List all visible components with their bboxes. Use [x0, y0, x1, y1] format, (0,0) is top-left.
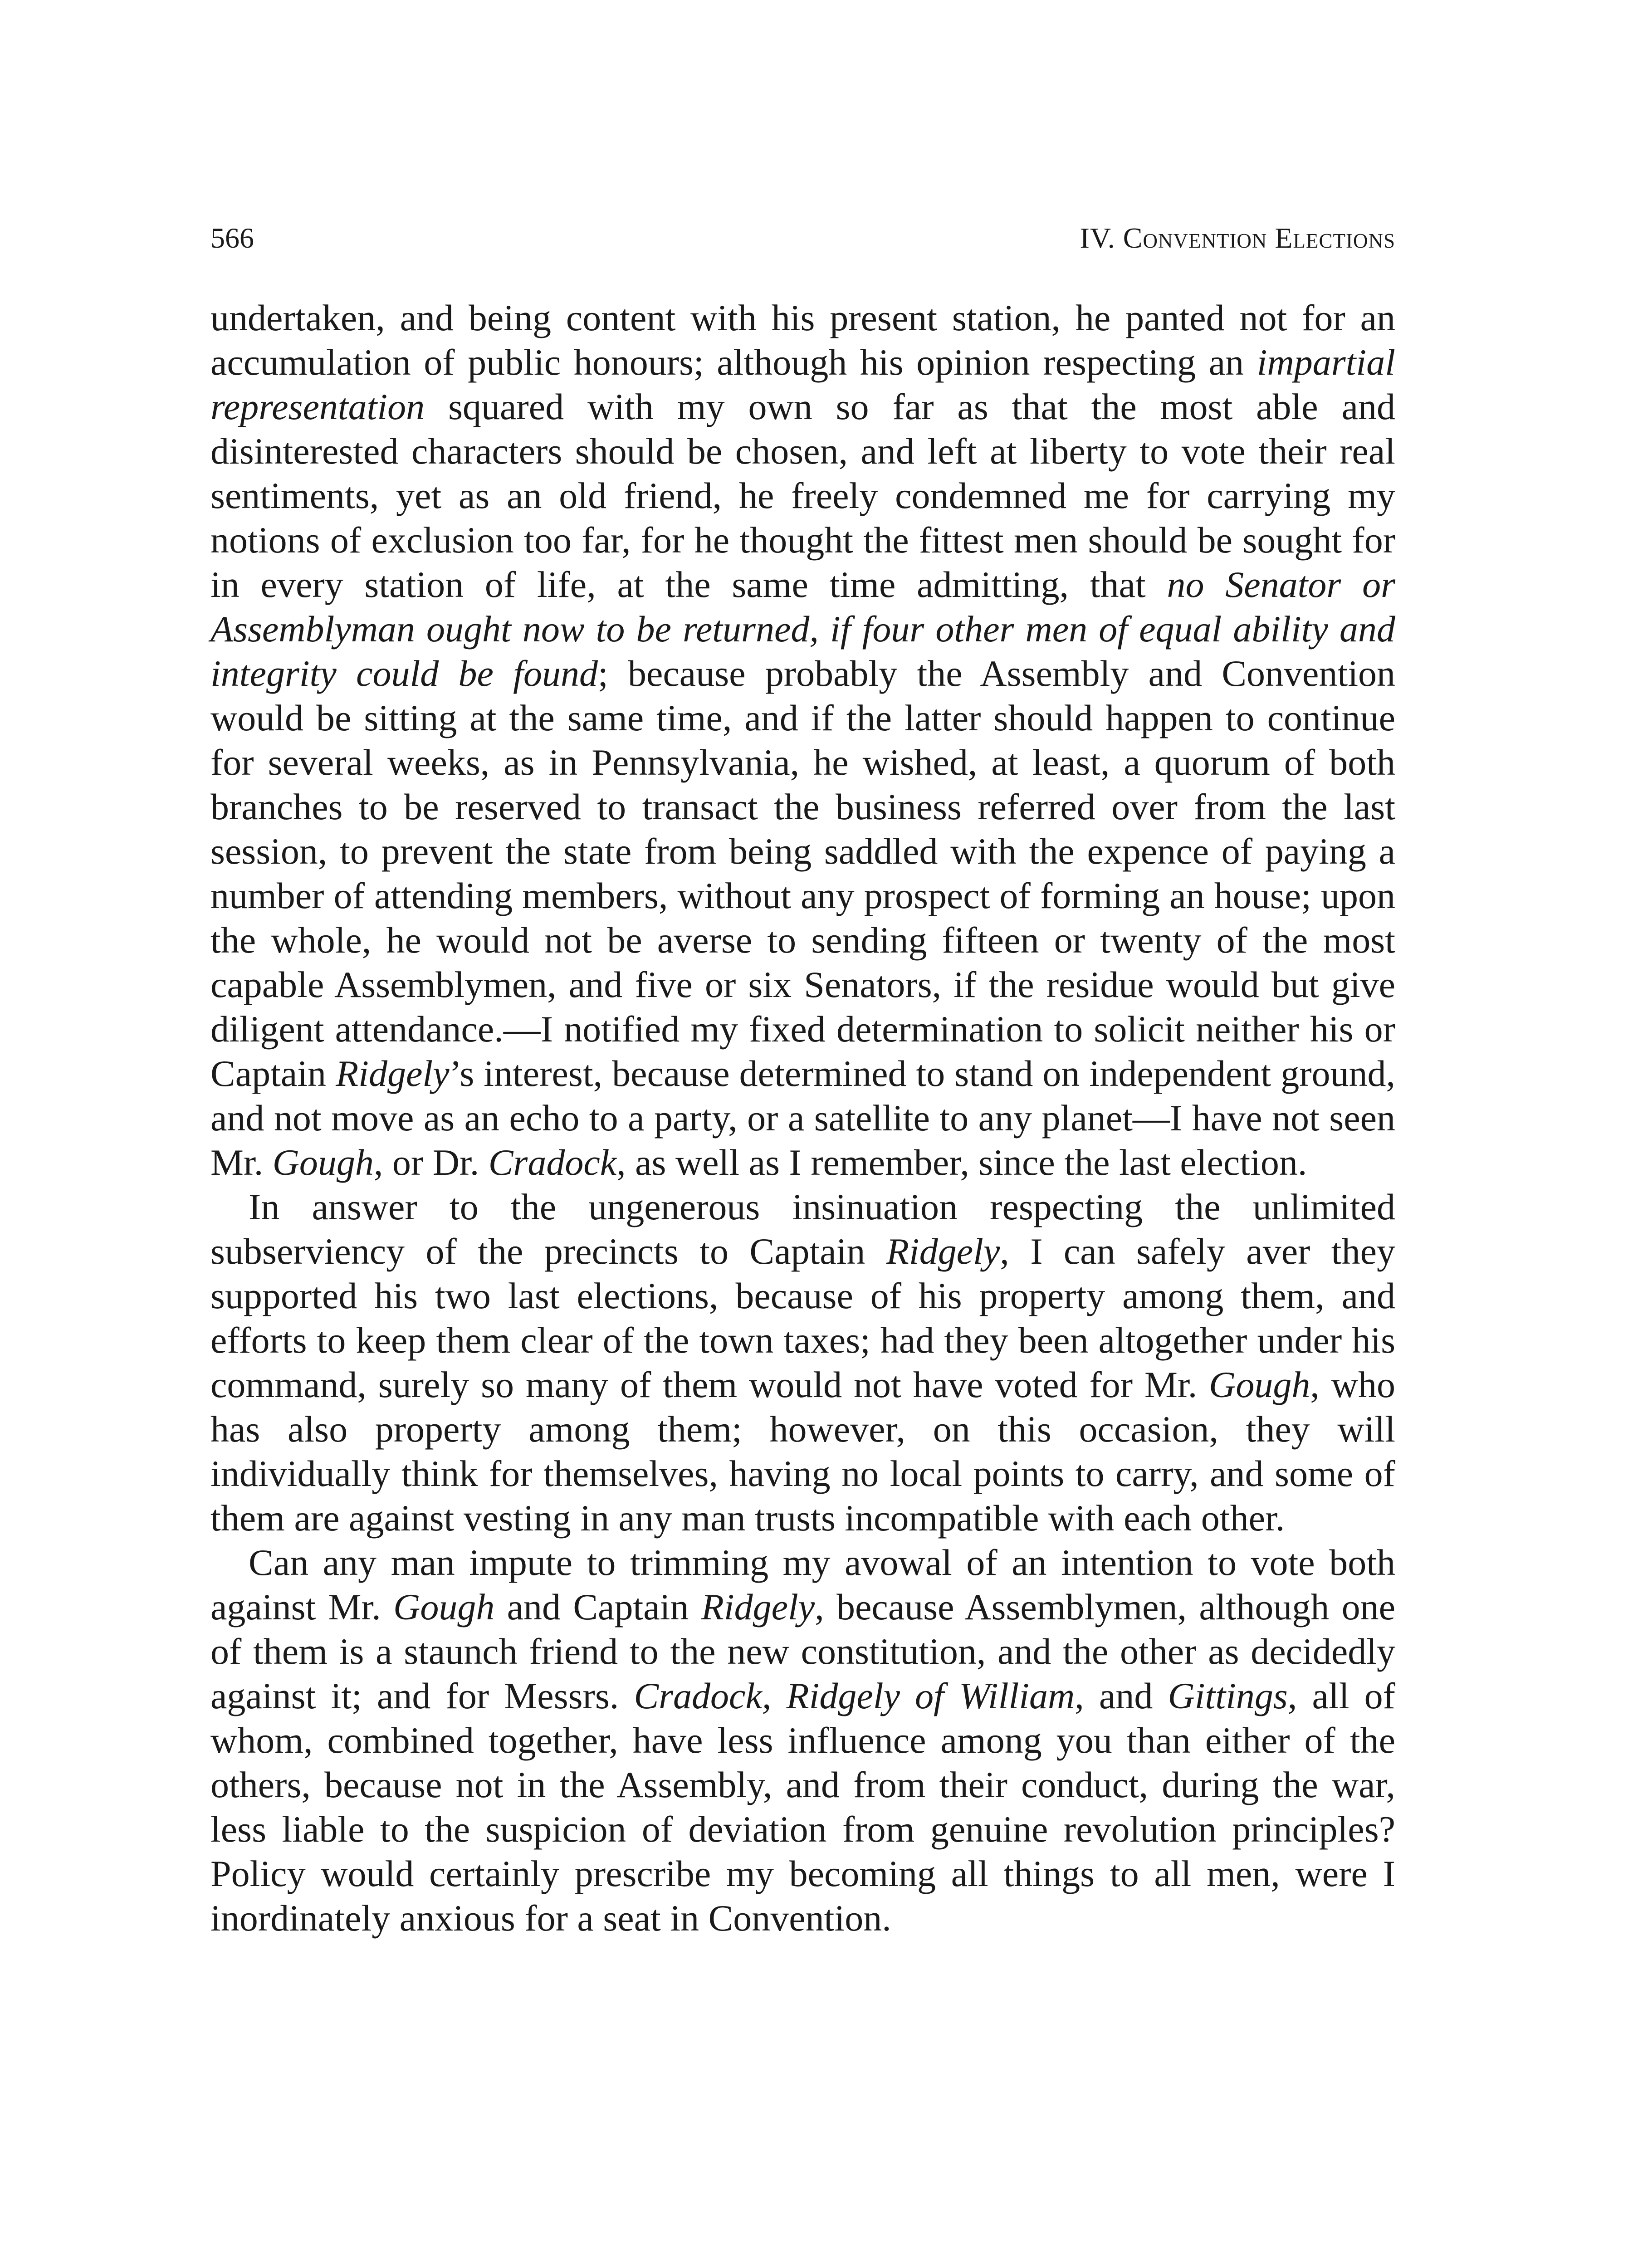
italic-text: no Senator or Assemblyman ought now to be returned, if four other men of equal ability and integrity could be found	[210, 564, 1395, 694]
text-run: ’s interest, because determined to stand on independent ground, and not move as an echo to a party, or a satellite to any planet—I have not seen Mr.	[210, 1053, 1395, 1183]
text-run: , as well as I remember, since the last election.	[616, 1142, 1307, 1183]
text-run: and Captain	[494, 1586, 701, 1628]
text-run: , all of whom, combined together, have less influence among you than either of the others, because not in the Assembly, and from their conduct, during the war, less liable to the suspicion of deviation from genuine revolution principles? Policy would certainly prescribe my becoming all things to all men, were I inordinately anxious for a seat in Convention.	[210, 1675, 1395, 1939]
text-run: , and	[1075, 1675, 1168, 1716]
body-text	[210, 296, 1395, 1941]
text-run: undertaken, and being content with his present station, he panted not for an accumulation of public honours; although his opinion respecting an	[210, 297, 1395, 383]
italic-text: Cradock, Ridgely of William	[634, 1675, 1075, 1716]
italic-text: Ridgely	[336, 1053, 450, 1094]
text-run: ; because probably the Assembly and Convention would be sitting at the same time, and if the latter should happen to continue for several weeks, as in Pennsylvania, he wished, at least, a quorum of both branches to be reserved to transact the business referred over from the last session, to prevent the state from being saddled with the expence of paying a number of attending members, without any prospect of forming an house; upon the whole, he would not be averse to sending fifteen or twenty of the most capable Assemblymen, and five or six Senators, if the residue would but give diligent attendance.—I notified my fixed determination to solicit neither his or Captain	[210, 653, 1395, 1094]
paragraph-3	[210, 1540, 1395, 1941]
text-run: Can any man impute to trimming my avowal of an intention to vote both against Mr.	[210, 1542, 1395, 1628]
page-number: 566	[210, 222, 254, 254]
section-title: IV. Convention Elections	[1080, 222, 1395, 254]
italic-text: Ridgely	[886, 1231, 1000, 1272]
paragraph-1	[210, 296, 1395, 1185]
italic-text: Gough	[393, 1586, 495, 1628]
text-run: , because Assemblymen, although one of them is a staunch friend to the new constitution, and the other as decidedly against it; and for Messrs.	[210, 1586, 1395, 1716]
italic-text: impartial representation	[210, 342, 1395, 427]
text-run: squared with my own so far as that the most able and disinterested characters should be chosen, and left at liberty to vote their real sentiments, yet as an old friend, he freely condemned me for carrying my notions of exclusion too far, for he thought the fittest men should be sought for in every station of life, at the same time admitting, that	[210, 386, 1395, 605]
italic-text: Gough	[1209, 1364, 1310, 1405]
italic-text: Cradock	[488, 1142, 617, 1183]
italic-text: Ridgely	[701, 1586, 815, 1628]
italic-text: Gittings	[1168, 1675, 1288, 1716]
text-run: , who has also property among them; however, on this occasion, they will individually think for themselves, having no local points to carry, and some of them are against vesting in any man trusts incompatible with each other.	[210, 1364, 1395, 1539]
text-run: , I can safely aver they supported his two last elections, because of his property among them, and efforts to keep them clear of the town taxes; had they been altogether under his command, surely so many of them would not have voted for Mr.	[210, 1231, 1395, 1405]
paragraph-2	[210, 1185, 1395, 1540]
document-page	[210, 213, 1395, 1941]
italic-text: Gough	[272, 1142, 374, 1183]
text-run: In answer to the ungenerous insinuation respecting the unlimited subserviency of the precincts to Captain	[210, 1186, 1395, 1272]
text-run: , or Dr.	[373, 1142, 489, 1183]
running-head	[210, 213, 1395, 263]
